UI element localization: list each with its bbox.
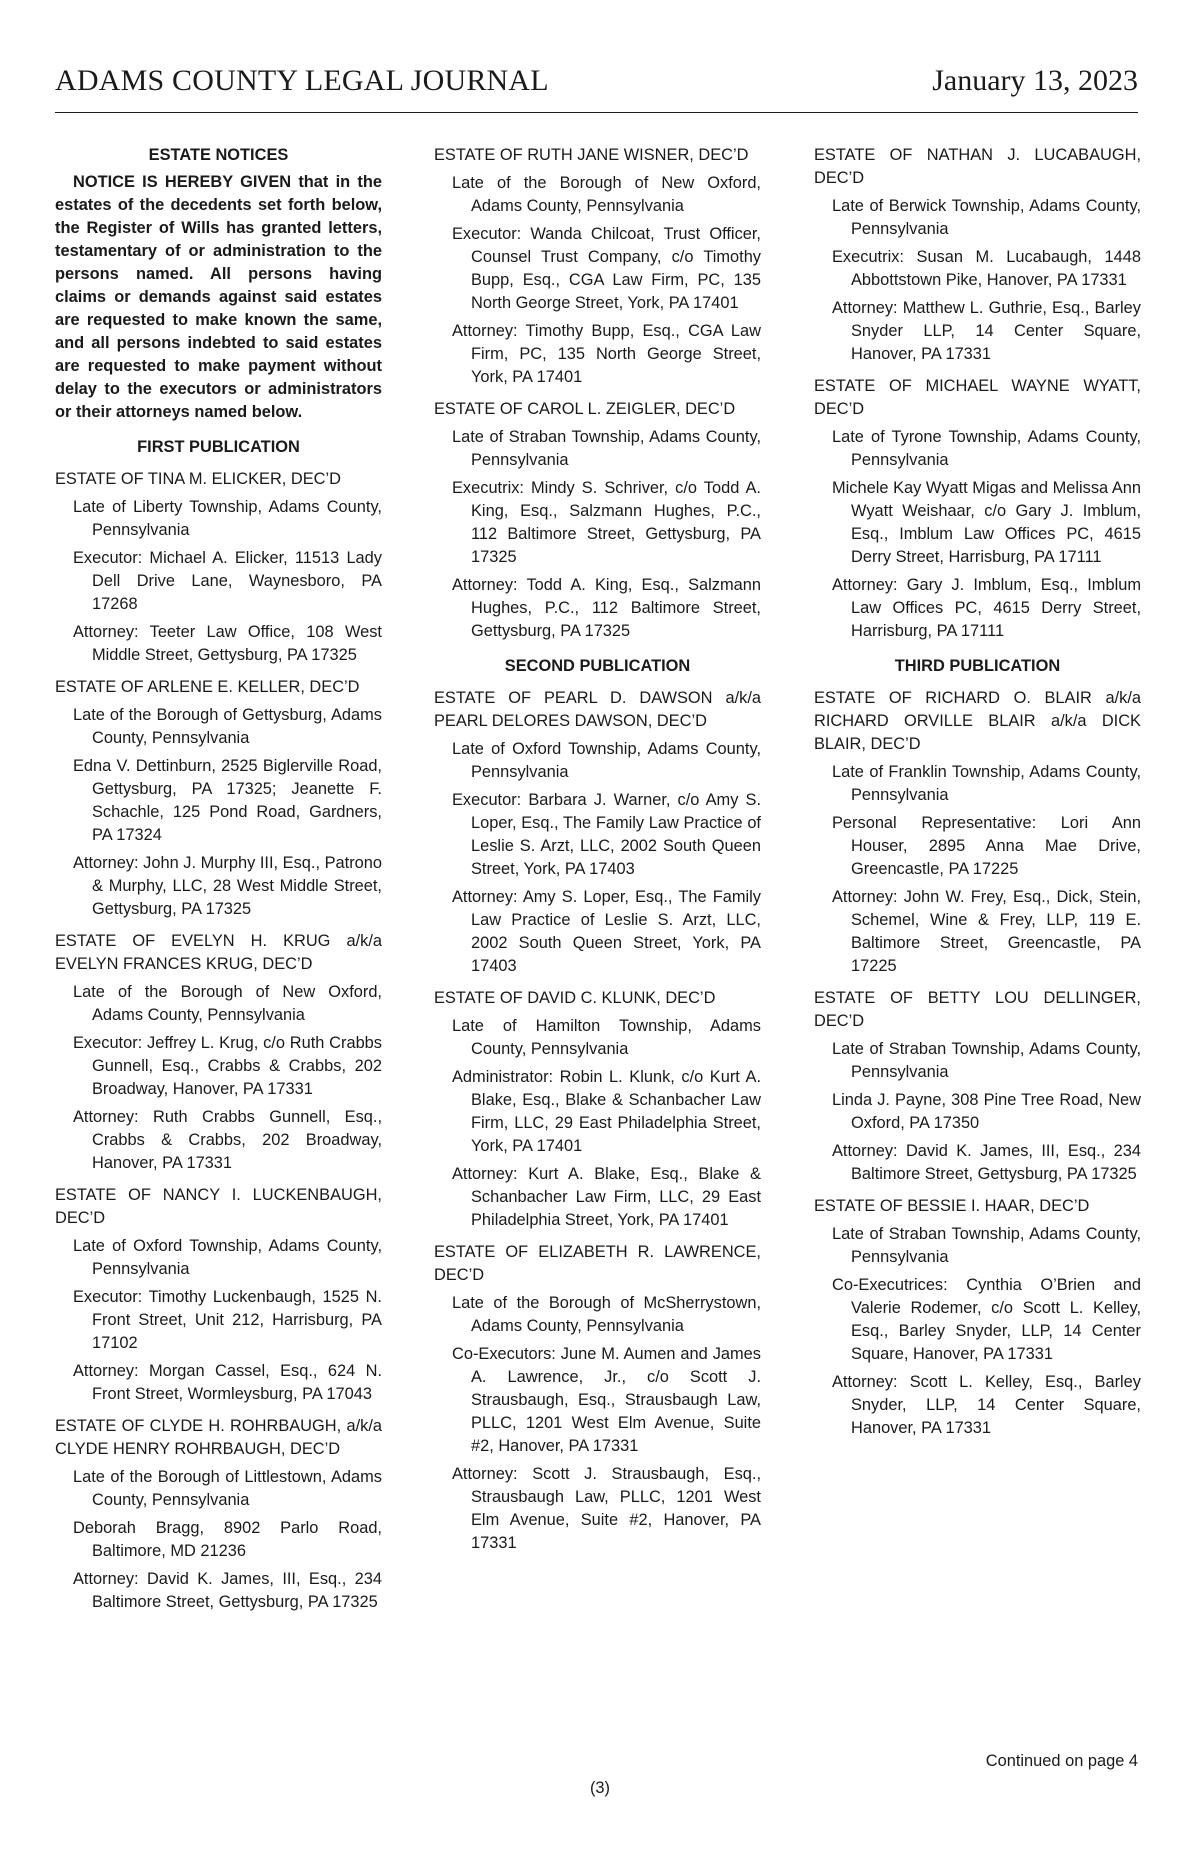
estate-attorney: Attorney: Morgan Cassel, Esq., 624 N. Front Street, Wormleysburg, PA 17043 [73,1362,382,1403]
estate-representative: Executor: Barbara J. Warner, c/o Amy S. Loper, Esq., The Family Law Practice of Leslie S. Arzt, LLC, 2002 South Queen Street, York, PA 17403 [452,791,761,878]
estate-title: ESTATE OF NANCY I. LUCKENBAUGH, DEC’D [55,1186,382,1227]
estate-title: ESTATE OF BESSIE I. HAAR, DEC’D [814,1197,1090,1215]
estate-residence: Late of the Borough of Gettysburg, Adams County, Pennsylvania [73,706,382,747]
estate-notice [55,468,382,667]
estate-representative: Co-Executrices: Cynthia O’Brien and Valerie Rodemer, c/o Scott L. Kelley, Esq., Barley Snyder, LLP, 14 Center Square, Hanover, PA 17331 [832,1276,1141,1363]
estate-representative: Personal Representative: Lori Ann Houser, 2895 Anna Mae Drive, Greencastle, PA 17225 [832,814,1141,878]
estate-residence: Late of Oxford Township, Adams County, Pennsylvania [73,1237,382,1278]
estate-representative: Executrix: Mindy S. Schriver, c/o Todd A. King, Esq., Salzmann Hughes, P.C., 112 Baltimore Street, Gettysburg, PA 17325 [452,479,761,566]
first-publication-heading: FIRST PUBLICATION [137,438,300,456]
journal-title: ADAMS COUNTY LEGAL JOURNAL [55,64,549,97]
estate-notice [814,375,1141,643]
estate-representative: Edna V. Dettinburn, 2525 Biglerville Road, Gettysburg, PA 17325; Jeanette F. Schachle, 125 Pond Road, Gardners, PA 17324 [73,757,382,844]
estate-title: ESTATE OF CLYDE H. ROHRBAUGH, a/k/a CLYDE HENRY ROHRBAUGH, DEC’D [55,1417,382,1458]
estate-representative: Executor: Wanda Chilcoat, Trust Officer, Counsel Trust Company, c/o Timothy Bupp, Esq., CGA Law Firm, PC, 135 North George Street, York, PA 17401 [452,225,761,312]
estate-residence: Late of Tyrone Township, Adams County, Pennsylvania [832,428,1141,469]
column-3 [814,144,1141,1440]
third-publication-heading: THIRD PUBLICATION [894,657,1061,675]
estate-attorney: Attorney: Scott J. Strausbaugh, Esq., Strausbaugh Law, PLLC, 1201 West Elm Avenue, Suite #2, Hanover, PA 17331 [452,1465,761,1552]
continued-note: Continued on page 4 [985,1752,1138,1770]
estate-notice [55,1184,382,1406]
estate-title: ESTATE OF CAROL L. ZEIGLER, DEC’D [434,400,736,418]
estate-notice [814,1195,1141,1440]
column-2 [434,144,761,1555]
estate-notices-heading: ESTATE NOTICES [148,146,289,164]
estate-residence: Late of the Borough of Littlestown, Adams County, Pennsylvania [73,1468,382,1509]
estate-title: ESTATE OF EVELYN H. KRUG a/k/a EVELYN FRANCES KRUG, DEC’D [55,932,382,973]
estate-notice [55,676,382,921]
estate-attorney: Attorney: John J. Murphy III, Esq., Patrono & Murphy, LLC, 28 West Middle Street, Gettysburg, PA 17325 [73,854,382,918]
estate-attorney: Attorney: Timothy Bupp, Esq., CGA Law Firm, PC, 135 North George Street, York, PA 17401 [452,322,761,386]
estate-representative: Executor: Jeffrey L. Krug, c/o Ruth Crabbs Gunnell, Esq., Crabbs & Crabbs, 202 Broadway, Hanover, PA 17331 [73,1034,382,1098]
estate-notice [814,687,1141,978]
estate-residence: Late of Straban Township, Adams County, Pennsylvania [832,1225,1141,1266]
estate-attorney: Attorney: David K. James, III, Esq., 234 Baltimore Street, Gettysburg, PA 17325 [73,1570,382,1611]
second-publication-heading: SECOND PUBLICATION [504,657,691,675]
estate-title: ESTATE OF DAVID C. KLUNK, DEC’D [434,989,716,1007]
estate-attorney: Attorney: John W. Frey, Esq., Dick, Stein, Schemel, Wine & Frey, LLP, 119 E. Baltimore Street, Greencastle, PA 17225 [832,888,1141,975]
estate-title: ESTATE OF RICHARD O. BLAIR a/k/a RICHARD ORVILLE BLAIR a/k/a DICK BLAIR, DEC’D [814,689,1141,753]
column-1 [55,144,382,1614]
estate-attorney: Attorney: Matthew L. Guthrie, Esq., Barley Snyder LLP, 14 Center Square, Hanover, PA 17331 [832,299,1141,363]
estate-residence: Late of the Borough of New Oxford, Adams County, Pennsylvania [452,174,761,215]
issue-date: January 13, 2023 [932,64,1138,97]
notice-intro: NOTICE IS HEREBY GIVEN that in the estates of the decedents set forth below, the Register of Wills has granted letters, testamentary of or administration to the persons named. All persons having claims or demands against said estates are requested to make known the same, and all persons indebted to said estates are requested to make payment without delay to the executors or administrators or their attorneys named below. [55,173,382,421]
estate-title: ESTATE OF MICHAEL WAYNE WYATT, DEC’D [814,377,1141,418]
estate-attorney: Attorney: Teeter Law Office, 108 West Middle Street, Gettysburg, PA 17325 [73,623,382,664]
estate-notice [434,987,761,1232]
estate-attorney: Attorney: Gary J. Imblum, Esq., Imblum Law Offices PC, 4615 Derry Street, Harrisburg, PA 17111 [832,576,1141,640]
estate-title: ESTATE OF ELIZABETH R. LAWRENCE, DEC’D [434,1243,761,1284]
estate-residence: Late of Liberty Township, Adams County, Pennsylvania [73,498,382,539]
estate-representative: Linda J. Payne, 308 Pine Tree Road, New Oxford, PA 17350 [832,1091,1141,1132]
estate-notice [55,1415,382,1614]
estate-representative: Executor: Timothy Luckenbaugh, 1525 N. Front Street, Unit 212, Harrisburg, PA 17102 [73,1288,382,1352]
estate-representative: Administrator: Robin L. Klunk, c/o Kurt A. Blake, Esq., Blake & Schanbacher Law Firm, LLC, 29 East Philadelphia Street, York, PA 17401 [452,1068,761,1155]
estate-representative: Michele Kay Wyatt Migas and Melissa Ann Wyatt Weishaar, c/o Gary J. Imblum, Esq., Imblum Law Offices PC, 4615 Derry Street, Harrisburg, PA 17111 [832,479,1141,566]
estate-notice [434,398,761,643]
journal-header [55,64,1138,113]
estate-attorney: Attorney: Todd A. King, Esq., Salzmann Hughes, P.C., 112 Baltimore Street, Gettysburg, PA 17325 [452,576,761,640]
estate-residence: Late of Franklin Township, Adams County, Pennsylvania [832,763,1141,804]
estate-title: ESTATE OF PEARL D. DAWSON a/k/a PEARL DELORES DAWSON, DEC’D [434,689,761,730]
page-number: (3) [589,1779,611,1797]
estate-residence: Late of Hamilton Township, Adams County, Pennsylvania [452,1017,761,1058]
estate-residence: Late of Oxford Township, Adams County, Pennsylvania [452,740,761,781]
estate-title: ESTATE OF TINA M. ELICKER, DEC’D [55,470,341,488]
estate-residence: Late of the Borough of McSherrystown, Adams County, Pennsylvania [452,1294,761,1335]
estate-title: ESTATE OF BETTY LOU DELLINGER, DEC’D [814,989,1141,1030]
estate-notice [434,687,761,978]
estate-representative: Executrix: Susan M. Lucabaugh, 1448 Abbottstown Pike, Hanover, PA 17331 [832,248,1141,289]
estate-title: ESTATE OF ARLENE E. KELLER, DEC’D [55,678,360,696]
estate-representative: Co-Executors: June M. Aumen and James A. Lawrence, Jr., c/o Scott J. Strausbaugh, Esq., Strausbaugh Law, PLLC, 1201 West Elm Avenue, Suite #2, Hanover, PA 17331 [452,1345,761,1455]
estate-attorney: Attorney: Amy S. Loper, Esq., The Family Law Practice of Leslie S. Arzt, LLC, 2002 South Queen Street, York, PA 17403 [452,888,761,975]
estate-notice [434,1241,761,1555]
estate-notice [814,144,1141,366]
estate-attorney: Attorney: Scott L. Kelley, Esq., Barley Snyder, LLP, 14 Center Square, Hanover, PA 17331 [832,1373,1141,1437]
estate-residence: Late of Straban Township, Adams County, Pennsylvania [832,1040,1141,1081]
estate-residence: Late of the Borough of New Oxford, Adams County, Pennsylvania [73,983,382,1024]
estate-representative: Deborah Bragg, 8902 Parlo Road, Baltimore, MD 21236 [73,1519,382,1560]
estate-notice [434,144,761,389]
estate-attorney: Attorney: Ruth Crabbs Gunnell, Esq., Crabbs & Crabbs, 202 Broadway, Hanover, PA 17331 [73,1108,382,1172]
estate-notice [55,930,382,1175]
estate-notice [814,987,1141,1186]
estate-title: ESTATE OF RUTH JANE WISNER, DEC’D [434,146,749,164]
estate-attorney: Attorney: David K. James, III, Esq., 234 Baltimore Street, Gettysburg, PA 17325 [832,1142,1141,1183]
estate-residence: Late of Berwick Township, Adams County, Pennsylvania [832,197,1141,238]
estate-attorney: Attorney: Kurt A. Blake, Esq., Blake & Schanbacher Law Firm, LLC, 29 East Philadelphia Street, York, PA 17401 [452,1165,761,1229]
estate-representative: Executor: Michael A. Elicker, 11513 Lady Dell Drive Lane, Waynesboro, PA 17268 [73,549,382,613]
estate-title: ESTATE OF NATHAN J. LUCABAUGH, DEC’D [814,146,1141,187]
estate-residence: Late of Straban Township, Adams County, Pennsylvania [452,428,761,469]
